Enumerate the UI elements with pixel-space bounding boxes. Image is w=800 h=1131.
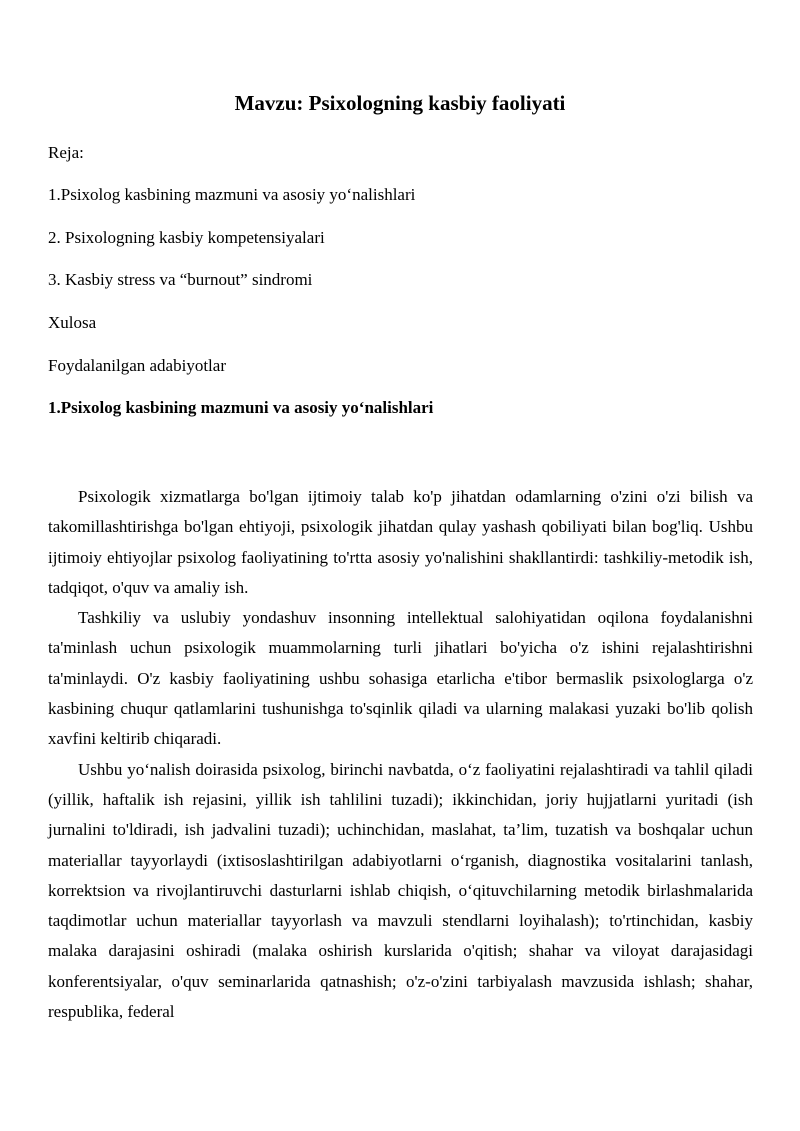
plan-item: Foydalanilgan adabiyotlar xyxy=(48,356,226,375)
document-title: Mavzu: Psixologning kasbiy faoliyati xyxy=(234,91,566,115)
plan-item: 1.Psixolog kasbining mazmuni va asosiy yo‘nalishlari xyxy=(48,185,416,204)
plan-item: Xulosa xyxy=(48,313,97,332)
paragraph: Ushbu yo‘nalish doirasida psixolog, birinchi navbatda, o‘z faoliyatini rejalashtiradi va tahlil qiladi (yillik, haftalik ish rejasini, yillik ish tahlilini tuzadi); ikkinchidan, joriy hujjatlarni yuritadi (ish jurnalini to'ldiradi, ish jadvalini tuzadi); uchinchidan, maslahat, ta’lim, tuzatish va boshqalar uchun materiallar tayyorlaydi (ixtisoslashtirilgan adabiyotlarni o‘rganish, diagnostika vositalarini tanlash, korrektsion va rivojlantiruvchi dasturlarni ishlab chiqish, o‘qituvchilarning metodik birlashmalarida taqdimotlar uchun materiallar tayyorlash va mavzuli stendlarni loyihalash); to'rtinchidan, kasbiy malaka darajasini oshiradi (malaka oshirish kurslarida o'qitish; shahar va viloyat darajasidagi konferentsiyalar, o'quv seminarlarida qatnashish; o'z-o'zini tarbiyalash mavzusida ishlash; shahar, respublika, federal xyxy=(48,759,753,1022)
plan-item: 2. Psixologning kasbiy kompetensiyalari xyxy=(48,228,325,247)
paragraph: Psixologik xizmatlarga bo'lgan ijtimoiy talab ko'p jihatdan odamlarning o'zini o'zi bilish va takomillashtirishga bo'lgan ehtiyoji, psixologik jihatdan qulay yashash qobiliyati bilan bog'liq. Ushbu ijtimoiy ehtiyojlar psixolog faoliyatining to'rtta asosiy yo'nalishini shakllantirdi: tashkiliy-metodik ish, tadqiqot, o'quv va amaliy ish. xyxy=(48,487,753,597)
paragraph: Tashkiliy va uslubiy yondashuv insonning intellektual salohiyatidan oqilona foydalanishni ta'minlash uchun psixologik muammolarning turli jihatlari bo'yicha o'z ishini rejalashtirishni ta'minlaydi. O'z kasbiy faoliyatining ushbu sohasiga etarlicha e'tibor bermaslik psixologlarga o'z kasbining chuqur qatlamlarini tushunishga to'sqinlik qiladi va ularning malakasi yuzaki bo'lib qolish xavfini keltirib chiqaradi. xyxy=(48,608,753,749)
body-text xyxy=(48,482,753,1027)
plan-item: 3. Kasbiy stress va “burnout” sindromi xyxy=(48,270,313,289)
plan-label: Reja: xyxy=(48,143,84,162)
section-heading: 1.Psixolog kasbining mazmuni va asosiy yo‘nalishlari xyxy=(48,398,434,417)
